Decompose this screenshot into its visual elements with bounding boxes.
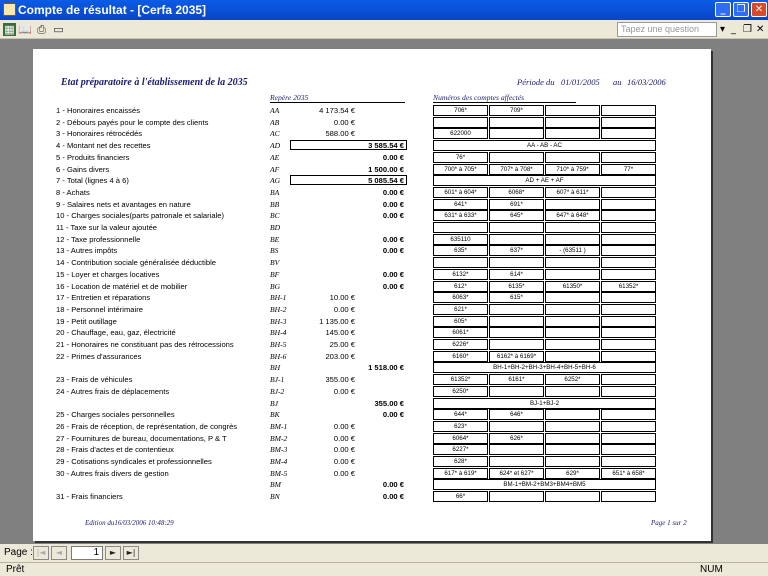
- account-cell: [601, 351, 656, 362]
- period-label: Période du: [517, 77, 555, 87]
- row-code: BF: [270, 270, 280, 279]
- status-text: Prêt: [6, 564, 25, 575]
- account-cell: [601, 327, 656, 338]
- row-amount-detail: 0.00 €: [333, 422, 355, 431]
- account-cell: 635*: [433, 245, 488, 256]
- account-cell: 6160*: [433, 351, 488, 362]
- account-cell: 624* et 627*: [489, 468, 544, 479]
- toolbar: [0, 20, 768, 39]
- account-cell: 614*: [489, 269, 544, 280]
- account-cell: [545, 292, 600, 303]
- account-cell: [545, 269, 600, 280]
- row-code: BD: [270, 223, 281, 232]
- row-amount-total: 1 518.00 €: [368, 363, 404, 372]
- status-bar: [0, 562, 768, 576]
- account-cell: [601, 245, 656, 256]
- account-cell: 61350*: [545, 281, 600, 292]
- account-cell: 61352*: [433, 374, 488, 385]
- prev-page-button[interactable]: ◄: [51, 546, 67, 560]
- account-cell: 651* à 658*: [601, 468, 656, 479]
- last-page-button[interactable]: ►|: [123, 546, 139, 560]
- row-label: 26 - Frais de réception, de représentation, de congrès: [56, 422, 238, 431]
- row-label: 12 - Taxe professionnelle: [56, 235, 141, 244]
- account-cell: 6161*: [489, 374, 544, 385]
- row-amount-total: 0.00 €: [382, 188, 404, 197]
- row-label: 16 - Location de matériel et de mobilier: [56, 282, 188, 291]
- doc-minimize-button[interactable]: _: [731, 24, 736, 35]
- help-dropdown-icon[interactable]: ▾: [720, 24, 726, 35]
- account-cell: [489, 222, 544, 233]
- row-code: AG: [270, 176, 281, 185]
- minimize-button[interactable]: _: [715, 2, 731, 17]
- account-cell: [545, 257, 600, 268]
- row-code: AE: [270, 153, 280, 162]
- row-amount-detail: 0.00 €: [333, 387, 355, 396]
- row-code: BV: [270, 258, 280, 267]
- account-cell: [601, 234, 656, 245]
- row-label: 24 - Autres frais de déplacements: [56, 387, 170, 396]
- account-cell: [545, 409, 600, 420]
- row-label: 10 - Charges sociales(parts patronale et salariale): [56, 211, 224, 220]
- account-cell: 641*: [433, 199, 488, 210]
- account-span-cell: BM-1+BM-2+BM3+BM4+BM5: [433, 479, 656, 490]
- page-label: Page :: [4, 547, 33, 558]
- account-cell: [601, 386, 656, 397]
- row-label: 29 - Cotisations syndicales et professionnelles: [56, 457, 212, 466]
- account-cell: 629*: [545, 468, 600, 479]
- account-cell: [545, 199, 600, 210]
- row-amount-detail: 145.00 €: [325, 328, 355, 337]
- row-code: AD: [270, 141, 281, 150]
- close-button[interactable]: ✕: [751, 2, 767, 17]
- account-cell: [545, 433, 600, 444]
- row-code: BM-2: [270, 434, 288, 443]
- account-cell: 647* à 648*: [545, 210, 600, 221]
- account-cell: [545, 304, 600, 315]
- row-label: 8 - Achats: [56, 188, 90, 197]
- account-span-cell: AA - AB - AC: [433, 140, 656, 151]
- account-cell: [601, 292, 656, 303]
- account-cell: 622000: [433, 128, 488, 139]
- account-cell: [489, 327, 544, 338]
- row-amount-detail: 0.00 €: [333, 434, 355, 443]
- account-cell: [601, 444, 656, 455]
- account-cell: 605*: [433, 316, 488, 327]
- account-cell: [601, 421, 656, 432]
- account-cell: [601, 210, 656, 221]
- account-cell: [545, 491, 600, 502]
- row-amount-detail: 1 135.00 €: [319, 317, 355, 326]
- row-amount-total: 0.00 €: [382, 153, 404, 162]
- row-label: 6 - Gains divers: [56, 165, 110, 174]
- account-cell: [601, 374, 656, 385]
- app-icon: [3, 3, 16, 16]
- row-label: 11 - Taxe sur la valeur ajoutée: [56, 223, 158, 232]
- row-label: 13 - Autres impôts: [56, 246, 118, 255]
- account-cell: [489, 339, 544, 350]
- row-amount-total: 355.00 €: [374, 399, 404, 408]
- account-cell: [545, 444, 600, 455]
- row-code: BH: [270, 363, 281, 372]
- account-cell: 646*: [489, 409, 544, 420]
- row-code: BH-2: [270, 305, 287, 314]
- account-cell: [601, 105, 656, 116]
- account-cell: [545, 234, 600, 245]
- next-page-button[interactable]: ►: [105, 546, 121, 560]
- row-label: 1 - Honoraires encaissés: [56, 106, 140, 115]
- row-code: BE: [270, 235, 280, 244]
- row-code: BM-3: [270, 445, 288, 454]
- row-code: BM-1: [270, 422, 288, 431]
- row-code: BK: [270, 410, 280, 419]
- row-label: 19 - Petit outillage: [56, 317, 117, 326]
- report-title: Etat préparatoire à l'établissement de la 2035: [61, 77, 248, 88]
- account-cell: [489, 421, 544, 432]
- account-cell: [601, 491, 656, 502]
- account-cell: 6135*: [489, 281, 544, 292]
- account-cell: [601, 409, 656, 420]
- account-cell: 626*: [489, 433, 544, 444]
- row-code: BM: [270, 480, 281, 489]
- row-code: BG: [270, 282, 281, 291]
- account-cell: 617* à 619*: [433, 468, 488, 479]
- row-amount-detail: 0.00 €: [333, 457, 355, 466]
- row-amount-detail: 0.00 €: [333, 445, 355, 454]
- row-label: 30 - Autres frais divers de gestion: [56, 469, 169, 478]
- header-underline-right: [433, 102, 576, 103]
- account-cell: [601, 187, 656, 198]
- account-cell: 612*: [433, 281, 488, 292]
- row-amount-detail: 0.00 €: [333, 469, 355, 478]
- row-code: AF: [270, 165, 280, 174]
- account-cell: 709*: [489, 105, 544, 116]
- account-cell: [545, 117, 600, 128]
- report-canvas[interactable]: [0, 39, 768, 544]
- row-label: 2 - Débours payés pour le compte des clients: [56, 118, 209, 127]
- account-cell: [489, 128, 544, 139]
- row-code: BH-1: [270, 293, 287, 302]
- view-icon[interactable]: ▦: [4, 23, 15, 36]
- period-from: 01/01/2005: [561, 77, 600, 87]
- account-span-cell: AD + AE + AF: [433, 175, 656, 186]
- num-lock-indicator: NUM: [700, 564, 723, 575]
- account-cell: [601, 433, 656, 444]
- page-navigation: [0, 544, 768, 562]
- row-code: BH-4: [270, 328, 287, 337]
- row-label: 5 - Produits financiers: [56, 153, 130, 162]
- period-to-label: au: [613, 77, 622, 87]
- row-label: 7 - Total (lignes 4 à 6): [56, 176, 129, 185]
- row-label: 3 - Honoraires rétrocédés: [56, 129, 143, 138]
- account-cell: 623*: [433, 421, 488, 432]
- account-cell: 6132*: [433, 269, 488, 280]
- account-cell: [489, 316, 544, 327]
- account-cell: [489, 117, 544, 128]
- doc-restore-button[interactable]: ❐: [743, 24, 752, 35]
- row-amount-total: 0.00 €: [382, 246, 404, 255]
- row-label: 22 - Primes d'assurances: [56, 352, 142, 361]
- row-amount-detail: 588.00 €: [325, 129, 355, 138]
- account-cell: [601, 257, 656, 268]
- row-code: BS: [270, 246, 279, 255]
- account-cell: [601, 316, 656, 327]
- account-cell: [601, 128, 656, 139]
- first-page-button[interactable]: |◄: [33, 546, 49, 560]
- row-label: 17 - Entretien et réparations: [56, 293, 151, 302]
- row-code: BJ-2: [270, 387, 285, 396]
- account-cell: 6162* à 6169*: [489, 351, 544, 362]
- row-amount-detail: 203.00 €: [325, 352, 355, 361]
- account-cell: 6250*: [433, 386, 488, 397]
- row-code: BH-6: [270, 352, 287, 361]
- row-amount-total: 0.00 €: [382, 282, 404, 291]
- account-cell: [601, 152, 656, 163]
- account-cell: 6068*: [489, 187, 544, 198]
- account-cell: 691*: [489, 199, 544, 210]
- row-code: AB: [270, 118, 280, 127]
- account-cell: [601, 222, 656, 233]
- row-amount-total: 0.00 €: [382, 235, 404, 244]
- row-label: 18 - Personnel intérimaire: [56, 305, 143, 314]
- row-amount-detail: 0.00 €: [333, 305, 355, 314]
- row-label: 28 - Frais d'actes et de contentieux: [56, 445, 174, 454]
- account-cell: [545, 327, 600, 338]
- row-amount-total: 0.00 €: [382, 211, 404, 220]
- account-cell: [433, 257, 488, 268]
- row-code: AA: [270, 106, 280, 115]
- row-amount-total: 0.00 €: [382, 492, 404, 501]
- account-cell: [545, 386, 600, 397]
- account-cell: 66*: [433, 491, 488, 502]
- account-cell: 644*: [433, 409, 488, 420]
- account-cell: [545, 105, 600, 116]
- account-cell: [489, 456, 544, 467]
- row-code: BM-4: [270, 457, 288, 466]
- account-cell: 6227*: [433, 444, 488, 455]
- folder-icon[interactable]: ▭: [53, 23, 64, 36]
- account-cell: 635110: [433, 234, 488, 245]
- period-to: 16/03/2006: [627, 77, 666, 87]
- row-label: 23 - Frais de véhicules: [56, 375, 133, 384]
- row-code: BM-5: [270, 469, 288, 478]
- account-cell: 637*: [489, 245, 544, 256]
- account-cell: [545, 152, 600, 163]
- account-cell: [489, 257, 544, 268]
- account-cell: [489, 444, 544, 455]
- row-label: 15 - Loyer et charges locatives: [56, 270, 160, 279]
- account-cell: 645*: [489, 210, 544, 221]
- account-cell: 710* à 759*: [545, 164, 600, 175]
- account-cell: [545, 351, 600, 362]
- footer-page: Page 1 sur 2: [651, 519, 687, 527]
- account-cell: [433, 117, 488, 128]
- row-amount-total: 0.00 €: [382, 200, 404, 209]
- row-amount-total: 1 500.00 €: [368, 165, 404, 174]
- account-cell: [545, 316, 600, 327]
- row-label: 9 - Salaires nets et avantages en nature: [56, 200, 191, 209]
- account-cell: [433, 222, 488, 233]
- col-header-comptes: Numéros des comptes affectés: [433, 93, 525, 102]
- col-header-repere: Repère 2035: [270, 93, 309, 102]
- row-amount-detail: 4 173.54 €: [319, 106, 355, 115]
- account-cell: [601, 269, 656, 280]
- book-icon[interactable]: 📖: [18, 23, 32, 36]
- row-amount-total: 3 585.54 €: [368, 141, 404, 150]
- account-cell: [545, 456, 600, 467]
- row-label: 14 - Contribution sociale généralisée déductible: [56, 258, 216, 267]
- row-amount-detail: 25.00 €: [329, 340, 355, 349]
- row-amount-total: 0.00 €: [382, 410, 404, 419]
- window-title: Compte de résultat - [Cerfa 2035]: [18, 3, 207, 17]
- account-cell: 706*: [433, 105, 488, 116]
- row-label: 31 - Frais financiers: [56, 492, 123, 501]
- account-cell: [545, 339, 600, 350]
- row-amount-detail: 0.00 €: [333, 118, 355, 127]
- account-cell: 628*: [433, 456, 488, 467]
- row-label: 21 - Honoraires ne constituant pas des rétrocessions: [56, 340, 234, 349]
- account-cell: - (63511 ): [545, 245, 600, 256]
- row-code: BA: [270, 188, 280, 197]
- account-cell: 6226*: [433, 339, 488, 350]
- row-amount-detail: 10.00 €: [329, 293, 355, 302]
- account-cell: [545, 128, 600, 139]
- restore-button[interactable]: ❐: [733, 2, 749, 17]
- report-page: [33, 49, 711, 541]
- account-cell: 601* à 604*: [433, 187, 488, 198]
- account-cell: [601, 199, 656, 210]
- help-question-input[interactable]: Tapez une question: [617, 22, 717, 37]
- account-cell: 707* à 708*: [489, 164, 544, 175]
- account-cell: 61352*: [601, 281, 656, 292]
- row-amount-total: 0.00 €: [382, 480, 404, 489]
- account-cell: 76*: [433, 152, 488, 163]
- account-cell: 615*: [489, 292, 544, 303]
- row-code: BB: [270, 200, 280, 209]
- account-cell: [489, 234, 544, 245]
- account-cell: [489, 491, 544, 502]
- account-cell: 700* à 705*: [433, 164, 488, 175]
- footer-edition: Edition du16/03/2006 10:48:29: [85, 519, 174, 527]
- row-code: BH-5: [270, 340, 287, 349]
- row-amount-total: 0.00 €: [382, 270, 404, 279]
- row-amount-total: 5 085.54 €: [368, 176, 404, 185]
- row-label: 20 - Chauffage, eau, gaz, électricité: [56, 328, 176, 337]
- print-icon[interactable]: ⎙: [37, 23, 46, 36]
- header-underline-left: [270, 102, 405, 103]
- account-cell: [489, 304, 544, 315]
- row-code: AC: [270, 129, 280, 138]
- account-cell: 6252*: [545, 374, 600, 385]
- account-cell: [601, 339, 656, 350]
- row-code: BH-3: [270, 317, 287, 326]
- account-span-cell: BH-1+BH-2+BH-3+BH-4+BH-5+BH-6: [433, 362, 656, 373]
- account-cell: 6064*: [433, 433, 488, 444]
- row-label: 25 - Charges sociales personnelles: [56, 410, 175, 419]
- row-code: BN: [270, 492, 280, 501]
- account-cell: 6063*: [433, 292, 488, 303]
- row-code: BJ: [270, 399, 279, 408]
- page-number-input[interactable]: 1: [71, 546, 103, 560]
- account-cell: 77*: [601, 164, 656, 175]
- account-cell: 6061*: [433, 327, 488, 338]
- row-code: BC: [270, 211, 280, 220]
- account-cell: 631* à 633*: [433, 210, 488, 221]
- row-amount-detail: 355.00 €: [325, 375, 355, 384]
- account-cell: [489, 386, 544, 397]
- account-cell: [601, 117, 656, 128]
- account-cell: 621*: [433, 304, 488, 315]
- window-titlebar: [0, 0, 768, 20]
- row-code: BJ-1: [270, 375, 285, 384]
- account-cell: [489, 152, 544, 163]
- account-cell: [601, 456, 656, 467]
- account-span-cell: BJ-1+BJ-2: [433, 398, 656, 409]
- account-cell: [545, 222, 600, 233]
- doc-close-button[interactable]: ✕: [756, 24, 765, 35]
- account-cell: 607* à 611*: [545, 187, 600, 198]
- row-label: 4 - Montant net des recettes: [56, 141, 151, 150]
- account-cell: [545, 421, 600, 432]
- row-label: 27 - Fournitures de bureau, documentations, P & T: [56, 434, 227, 443]
- account-cell: [601, 304, 656, 315]
